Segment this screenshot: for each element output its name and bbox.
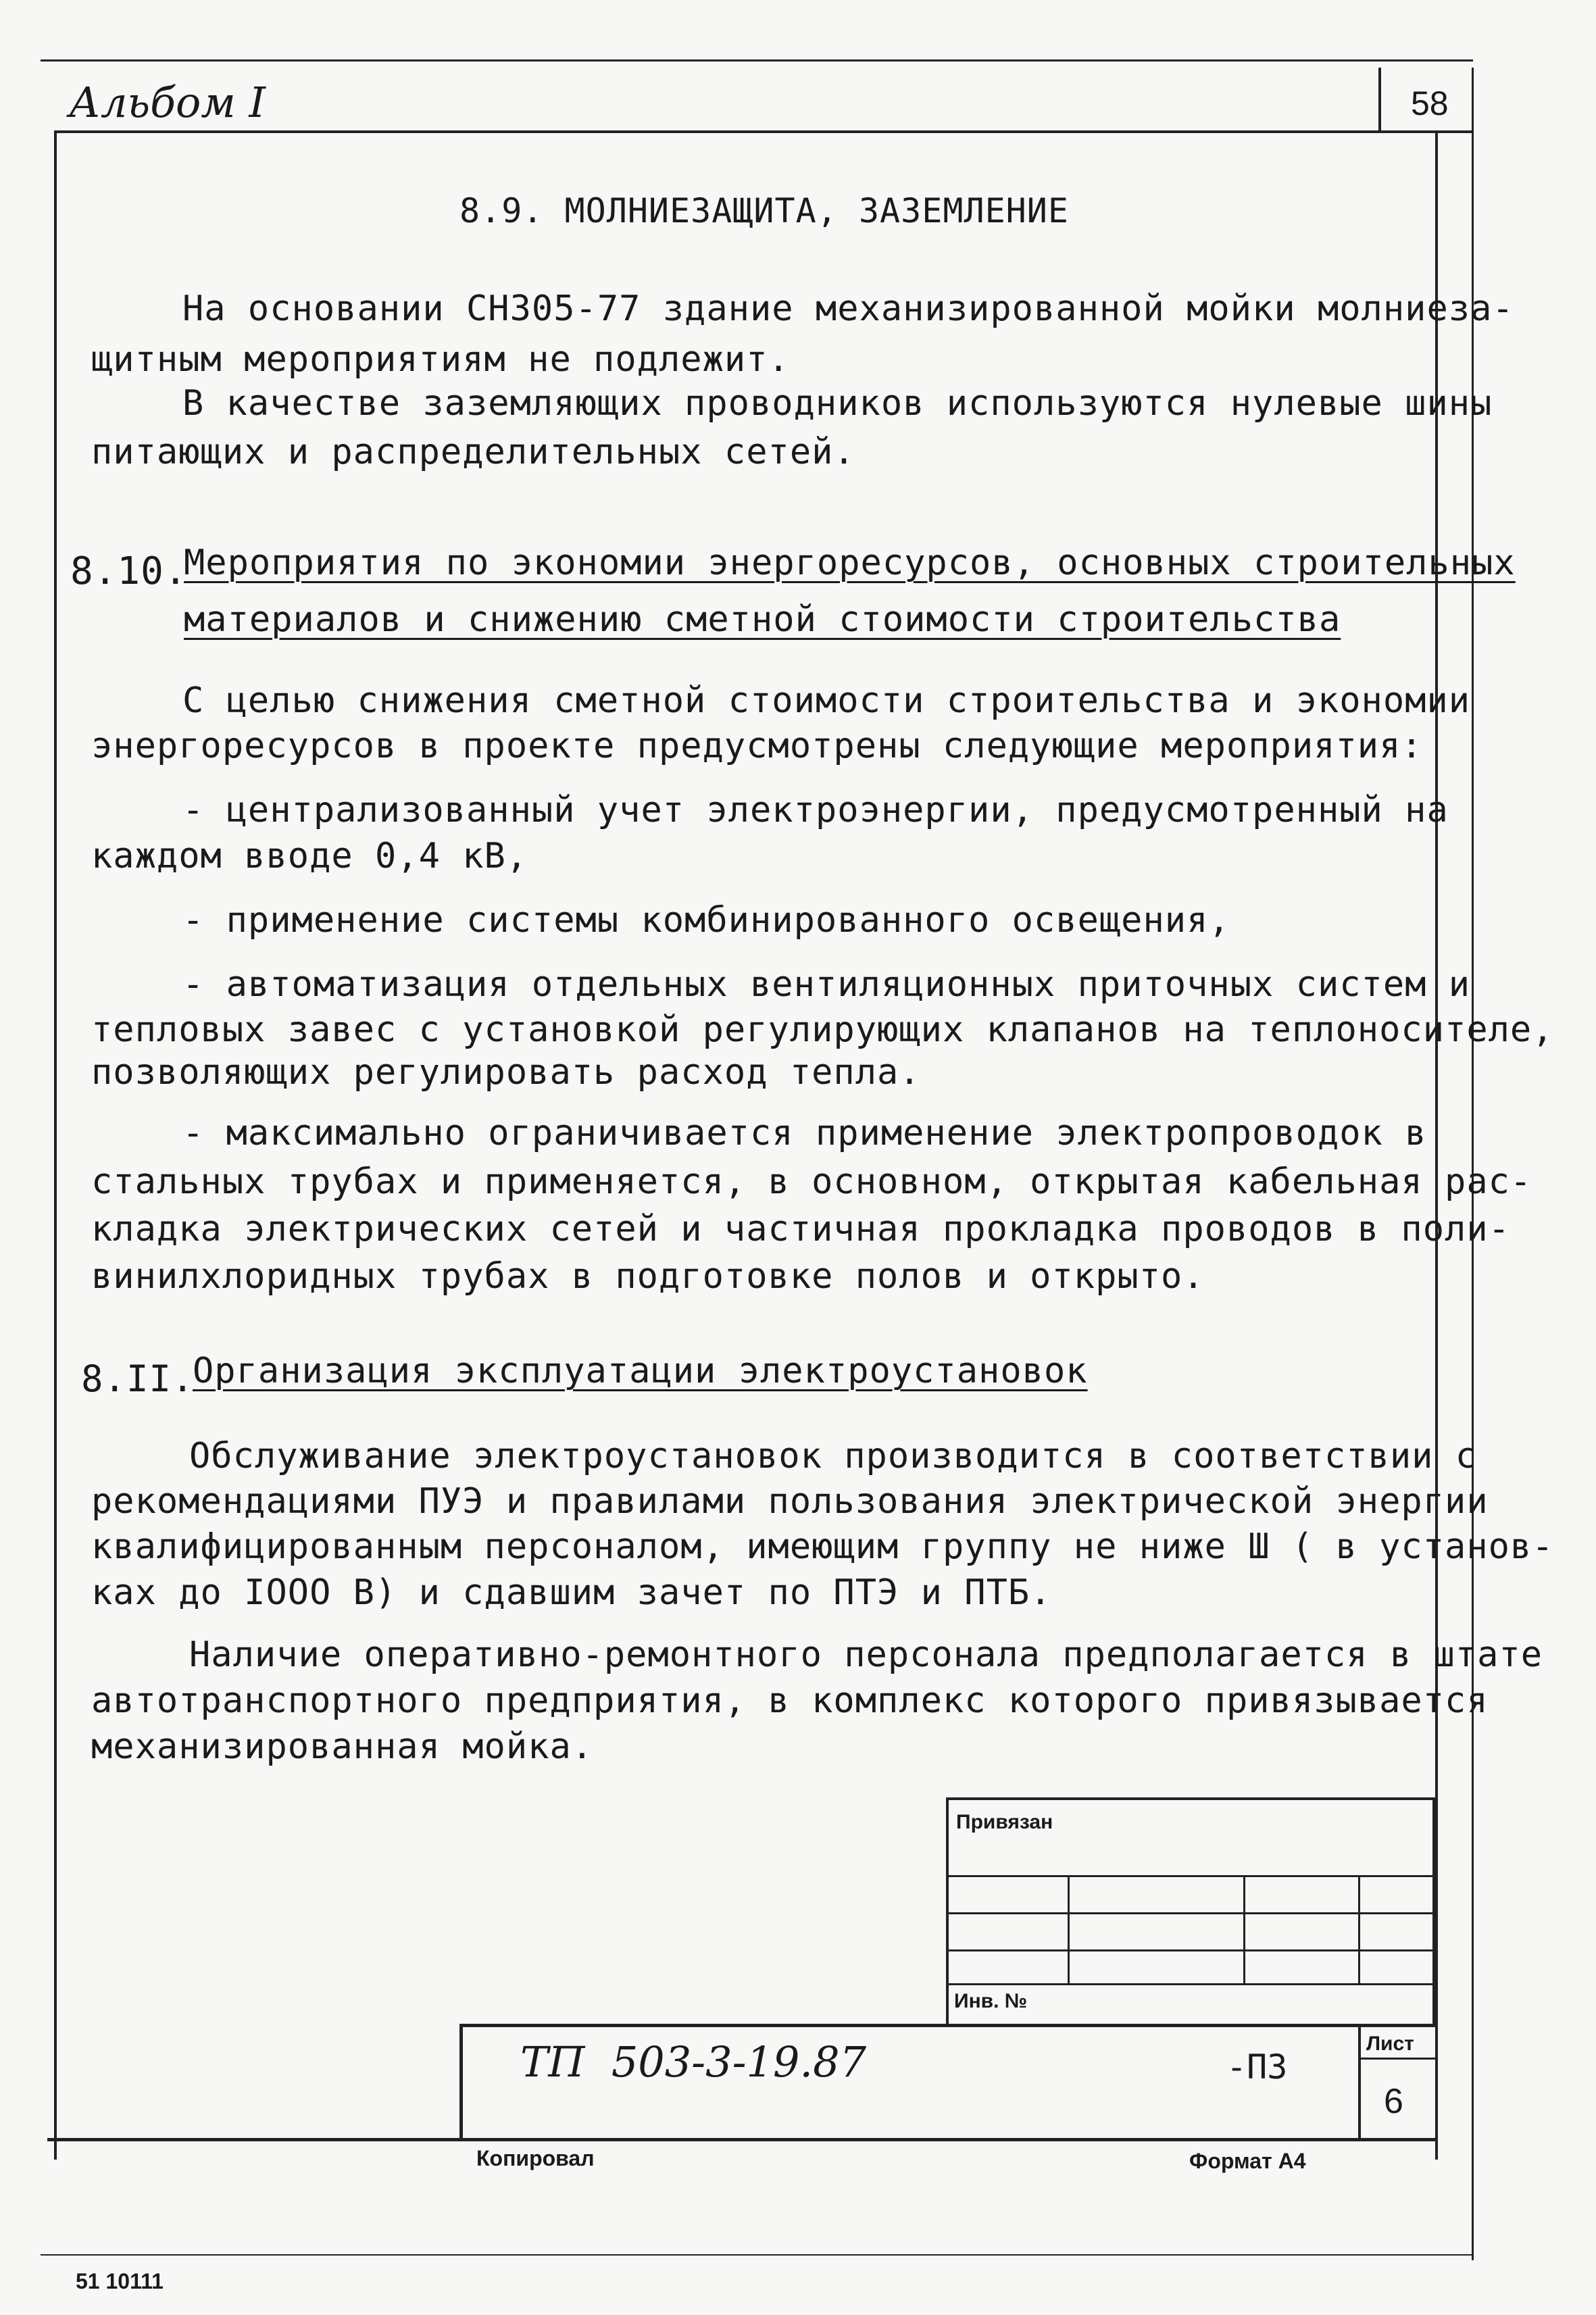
stamp-vline-4 bbox=[1432, 1797, 1435, 2027]
s89-para1-line1: На основании СН305-77 здание механизированной мойки молниеза- bbox=[182, 289, 1514, 329]
s810-item3-line3: позволяющих регулировать расход тепла. bbox=[91, 1052, 921, 1093]
s89-para1-line2: щитным мероприятиям не подлежит. bbox=[91, 339, 790, 380]
frame-bottom bbox=[47, 2138, 1438, 2141]
frame-right bbox=[1435, 130, 1438, 2160]
sheet-box-mid bbox=[1358, 2058, 1437, 2060]
s810-item3-line1: - автоматизация отдельных вентиляционных приточных систем и bbox=[182, 964, 1471, 1005]
footer-format: Формат А4 bbox=[1189, 2149, 1306, 2173]
s810-para1-line1: С целью снижения сметной стоимости строительства и экономии bbox=[182, 680, 1471, 721]
footer-copied: Копировал bbox=[476, 2146, 595, 2170]
title-block-top bbox=[459, 2024, 1437, 2027]
s810-item4-line3: кладка электрических сетей и частичная прокладка проводов в поли- bbox=[91, 1209, 1510, 1249]
stamp-hline-2 bbox=[946, 1912, 1437, 1914]
bottom-cut-line bbox=[41, 2254, 1473, 2256]
stamp-vline-1 bbox=[1068, 1875, 1070, 1985]
doc-suffix: -ПЗ bbox=[1226, 2047, 1288, 2087]
s810-item1-line1: - централизованный учет электроэнергии, предусмотренный на bbox=[182, 790, 1449, 830]
stamp-hline-4 bbox=[946, 1983, 1437, 1985]
top-border-line bbox=[41, 59, 1473, 61]
s811-para2-line2: автотранспортного предприятия, в комплекс которого привязывается bbox=[91, 1681, 1489, 1721]
stamp-vline-3 bbox=[1358, 1875, 1360, 1985]
page-number: 58 bbox=[1411, 84, 1449, 122]
stamp-bound-label: Привязан bbox=[956, 1811, 1053, 1833]
s810-item3-line2: тепловых завес с установкой регулирующих клапанов на теплоносителе, bbox=[91, 1010, 1554, 1050]
section-8-10-title-line2: материалов и снижению сметной стоимости строительства bbox=[184, 599, 1341, 640]
frame-left bbox=[54, 130, 57, 2160]
header-separator-line bbox=[1378, 68, 1381, 132]
s810-item4-line1: - максимально ограничивается применение электропроводок в bbox=[182, 1113, 1427, 1153]
s810-para1-line2: энергоресурсов в проекте предусмотрены следующие мероприятия: bbox=[91, 726, 1423, 766]
section-8-10-number: 8.10. bbox=[70, 549, 188, 593]
s811-para1-line2: рекомендациями ПУЭ и правилами пользования электрической энергии bbox=[91, 1481, 1489, 1522]
s810-item2-line1: - применение системы комбинированного освещения, bbox=[182, 900, 1230, 941]
s810-item4-line2: стальных трубах и применяется, в основном, открытая кабельная рас- bbox=[91, 1162, 1532, 1202]
section-8-11-number: 8.II. bbox=[81, 1358, 195, 1400]
stamp-hline-3 bbox=[946, 1949, 1437, 1951]
sheet-box-left bbox=[1358, 2024, 1361, 2140]
stamp-hline-1 bbox=[946, 1875, 1437, 1877]
s89-para2-line1: В качестве заземляющих проводников используются нулевые шины bbox=[182, 383, 1493, 424]
stamp-vline-2 bbox=[1243, 1875, 1245, 1985]
sheet-number: 6 bbox=[1384, 2082, 1403, 2121]
s811-para1-line4: ках до IOOO В) и сдавшим зачет по ПТЭ и ПТБ. bbox=[91, 1572, 1052, 1613]
s810-item1-line2: каждом вводе 0,4 кВ, bbox=[91, 836, 528, 876]
section-8-11-title: Организация эксплуатации электроустановок bbox=[193, 1351, 1088, 1391]
s89-para2-line2: питающих и распределительных сетей. bbox=[91, 432, 855, 472]
section-8-10-title-line1: Мероприятия по экономии энергоресурсов, основных строительных bbox=[184, 543, 1516, 583]
s811-para2-line1: Наличие оперативно-ремонтного персонала предполагается в штате bbox=[189, 1635, 1543, 1675]
stamp-top bbox=[946, 1797, 1437, 1800]
title-block-left bbox=[459, 2024, 463, 2140]
sheet-label: Лист bbox=[1366, 2033, 1414, 2055]
s811-para1-line3: квалифицированным персоналом, имеющим группу не ниже Ш ( в установ- bbox=[91, 1526, 1554, 1567]
stamp-inv-label: Инв. № bbox=[954, 1990, 1028, 2012]
s810-item4-line4: винилхлоридных трубах в подготовке полов и открыто. bbox=[91, 1256, 1205, 1297]
s811-para2-line3: механизированная мойка. bbox=[91, 1726, 594, 1767]
s811-para1-line1: Обслуживание электроустановок производится в соответствии с bbox=[189, 1436, 1478, 1476]
section-8-9-title: 8.9. МОЛНИЕЗАЩИТА, ЗАЗЕМЛЕНИЕ bbox=[459, 191, 1069, 230]
frame-top bbox=[54, 130, 1472, 133]
album-label: Альбом I bbox=[69, 78, 266, 127]
footer-code: 51 10111 bbox=[76, 2269, 164, 2293]
doc-code: ТП 503-3-19.87 bbox=[520, 2037, 867, 2087]
